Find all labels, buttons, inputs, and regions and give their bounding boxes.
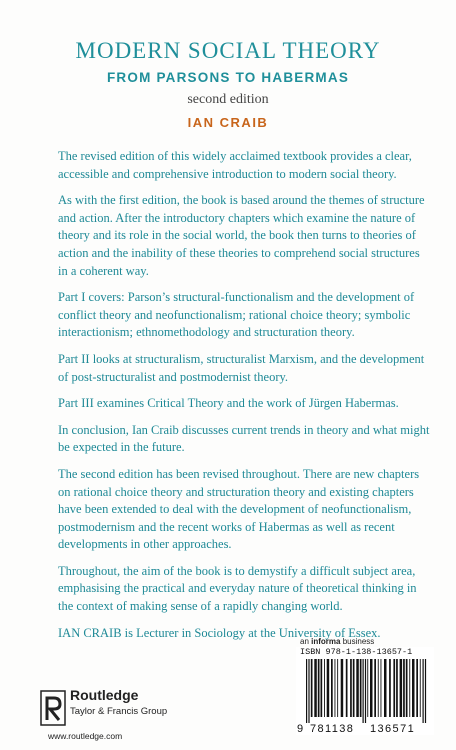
barcode-bar <box>416 659 418 717</box>
blurb-paragraph: Part III examines Critical Theory and the work of Jürgen Habermas. <box>58 396 399 411</box>
barcode-bar <box>335 659 336 717</box>
barcode-bar <box>324 659 325 717</box>
tag-brand: informa <box>311 637 341 646</box>
publisher-name: Routledge <box>70 687 139 703</box>
barcode-bar <box>406 659 408 717</box>
barcode-bar <box>412 659 415 717</box>
barcode-bar <box>356 659 359 717</box>
blurb-paragraph: The second edition has been revised throughout. There are new chapters on rational choice theory and structuration theory and existing chapters have been extended to deal with the development of neofunctionalism, postmodernism and the recent works of Habermas as well as recent developments in other approaches. <box>58 466 420 552</box>
informa-business-tag <box>300 637 374 646</box>
publisher-group: Taylor & Francis Group <box>70 706 168 717</box>
barcode-bar <box>378 659 379 717</box>
barcode-bar <box>321 659 323 717</box>
blurb-paragraph: Part I covers: Parson’s structural-functionalism and the development of conflict theory and neofunctionalism; rational choice theory; symbolic interactionism; ethnomethodology and structuration theory. <box>58 290 415 340</box>
book-title: MODERN SOCIAL THEORY <box>75 38 381 63</box>
tag-prefix: an <box>300 637 312 646</box>
barcode-bar <box>363 659 364 723</box>
book-subtitle: FROM PARSONS TO HABERMAS <box>106 70 350 85</box>
barcode-bar <box>360 659 362 717</box>
author-name: IAN CRAIB <box>187 115 269 130</box>
barcode-bar <box>365 659 366 723</box>
isbn-text: ISBN 978-1-138-13657-1 <box>300 647 413 657</box>
barcode-bar <box>389 659 391 717</box>
barcode-bar <box>346 659 348 717</box>
tag-suffix: business <box>340 637 375 646</box>
barcode-bar <box>403 659 405 717</box>
barcode-bar <box>374 659 376 717</box>
blurb-paragraph: As with the first edition, the book is based around the themes of structure and action. After the introductory chapters which examine the nature of theory and its role in the social world, the book then turns to theories of action and the inability of these theories to comprehend social structures in a coherent way. <box>58 193 425 278</box>
barcode-bar <box>423 659 424 723</box>
barcode-bar <box>400 659 403 717</box>
isbn-barcode <box>296 647 434 735</box>
barcode-bar <box>308 659 309 723</box>
barcode-bar <box>318 659 320 717</box>
barcode-bar <box>370 659 373 717</box>
barcode-bar <box>381 659 382 717</box>
barcode-digits-left: 781138 <box>310 723 355 735</box>
barcode-bar <box>350 659 352 717</box>
barcode-bar <box>306 659 307 723</box>
edition-label: second edition <box>187 92 269 107</box>
barcode-bar <box>327 659 330 717</box>
barcode-bar <box>367 659 368 717</box>
barcode-bar <box>314 659 317 717</box>
barcode-bar <box>337 659 338 717</box>
blurb-paragraph: In conclusion, Ian Craib discusses current trends in theory and what might be expected in the future. <box>58 422 430 455</box>
barcode-bar <box>341 659 344 717</box>
barcode-bar <box>393 659 395 717</box>
blurb-paragraph: Throughout, the aim of the book is to demystify a difficult subject area, emphasising the practical and everyday nature of theoretical thinking in the context of making sense of a rapidly changing world. <box>58 563 417 614</box>
barcode-bar <box>420 659 421 717</box>
barcode-bar <box>384 659 387 717</box>
barcode-bar <box>396 659 398 717</box>
barcode-bar <box>353 659 355 717</box>
publisher-website: www.routledge.com <box>48 731 123 741</box>
blurb-paragraph: Part II looks at structuralism, structuralist Marxism, and the development of post-structuralist and postmodernist theory. <box>58 351 425 384</box>
barcode-digit-lead: 9 <box>297 723 304 735</box>
barcode-bar <box>331 659 333 717</box>
routledge-r-logo-icon <box>40 690 66 726</box>
barcode-digits-right: 136571 <box>370 723 416 735</box>
blurb <box>58 148 430 651</box>
barcode-bar <box>409 659 410 717</box>
blurb-paragraph: IAN CRAIB is Lecturer in Sociology at the University of Essex. <box>58 625 381 640</box>
barcode-icon <box>296 659 434 735</box>
barcode-bar <box>425 659 426 723</box>
blurb-paragraph: The revised edition of this widely acclaimed textbook provides a clear, accessible and comprehensive introduction to modern social theory. <box>58 149 412 181</box>
barcode-bar <box>311 659 313 717</box>
